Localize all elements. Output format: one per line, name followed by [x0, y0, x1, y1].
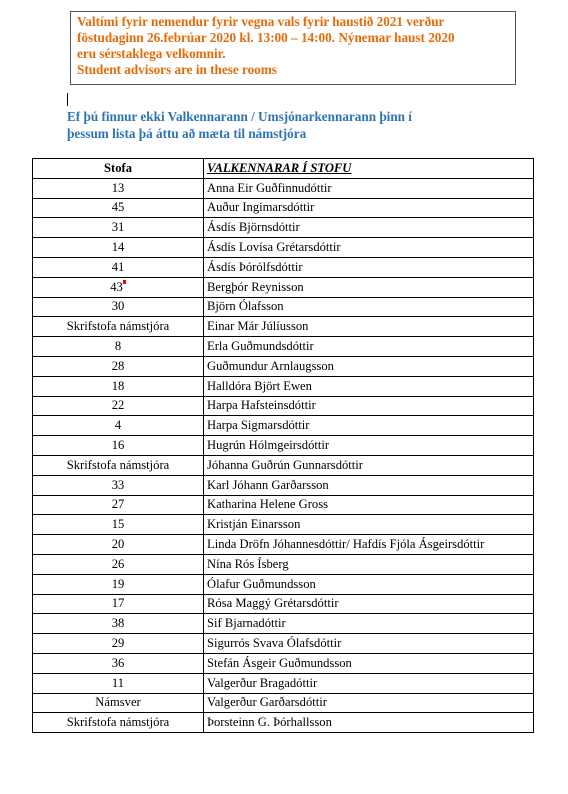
advisor-cell: Ásdís Þórólfsdóttir: [204, 257, 534, 277]
advisor-cell: Ásdís Björnsdóttir: [204, 218, 534, 238]
room-cell: [33, 337, 204, 357]
room-value: 33: [111, 477, 125, 492]
advisor-cell: Sigurrós Svava Ólafsdóttir: [204, 634, 534, 654]
advisor-not-found-note: [67, 108, 487, 142]
room-cell: [33, 178, 204, 198]
room-cell: [33, 218, 204, 238]
advisor-cell: Harpa Hafsteinsdóttir: [204, 396, 534, 416]
room-cell: [33, 594, 204, 614]
notice-box: [70, 11, 516, 85]
advisor-cell: Karl Jóhann Garðarsson: [204, 475, 534, 495]
room-value: 27: [111, 497, 125, 512]
room-cell: [33, 238, 204, 258]
room-value: Námsver: [95, 695, 141, 710]
table-row: [33, 198, 534, 218]
table-row: [33, 257, 534, 277]
table-row: [33, 653, 534, 673]
room-value: 26: [111, 556, 125, 571]
advisor-cell: Nína Rós Ísberg: [204, 554, 534, 574]
advisor-cell: Ásdís Lovísa Grétarsdóttir: [204, 238, 534, 258]
comment-marker-icon: [123, 280, 126, 284]
table-row: [33, 277, 534, 297]
room-cell: [33, 535, 204, 555]
room-cell: [33, 257, 204, 277]
table-row: [33, 495, 534, 515]
room-value: Skrifstofa námstjóra: [66, 457, 170, 472]
note-line: þessum lista þá áttu að mæta til námstjóra: [67, 126, 307, 141]
advisor-cell: Valgerður Garðarsdóttir: [204, 693, 534, 713]
room-cell: [33, 277, 204, 297]
advisor-cell: Bergþór Reynisson: [204, 277, 534, 297]
table-row: [33, 178, 534, 198]
room-cell: [33, 554, 204, 574]
room-value: 38: [111, 616, 125, 631]
text-cursor: [67, 93, 68, 106]
room-cell: [33, 376, 204, 396]
table-row: [33, 297, 534, 317]
table-row: [33, 436, 534, 456]
table-row: [33, 693, 534, 713]
advisor-cell: Björn Ólafsson: [204, 297, 534, 317]
advisor-cell: Anna Eir Guðfinnudóttir: [204, 178, 534, 198]
table-row: [33, 634, 534, 654]
advisor-cell: Kristján Einarsson: [204, 515, 534, 535]
room-value: 43: [110, 279, 123, 294]
table-row: [33, 317, 534, 337]
table-row: [33, 455, 534, 475]
table-row: [33, 475, 534, 495]
room-value: 8: [114, 339, 122, 354]
room-value: Skrifstofa námstjóra: [66, 319, 170, 334]
table-body: [33, 178, 534, 732]
note-line: Ef þú finnur ekki Valkennarann / Umsjónarkennarann þinn í: [67, 109, 412, 124]
advisor-cell: Stefán Ásgeir Guðmundsson: [204, 653, 534, 673]
room-value: 16: [111, 438, 125, 453]
advisor-cell: Sif Bjarnadóttir: [204, 614, 534, 634]
room-cell: [33, 574, 204, 594]
room-cell: [33, 356, 204, 376]
room-cell: [33, 495, 204, 515]
room-value: 11: [111, 675, 125, 690]
room-value: 13: [111, 180, 125, 195]
room-value: 31: [111, 220, 125, 235]
table-row: [33, 673, 534, 693]
advisor-cell: Þorsteinn G. Þórhallsson: [204, 713, 534, 733]
advisor-cell: Halldóra Björt Ewen: [204, 376, 534, 396]
room-value: 20: [111, 537, 125, 552]
room-value: 18: [111, 378, 125, 393]
advisor-cell: Guðmundur Arnlaugsson: [204, 356, 534, 376]
table-row: [33, 337, 534, 357]
table-row: [33, 594, 534, 614]
room-value: 22: [111, 398, 125, 413]
advisor-cell: Einar Már Júlíusson: [204, 317, 534, 337]
notice-line-english: Student advisors are in these rooms: [77, 62, 277, 77]
room-cell: [33, 297, 204, 317]
advisor-cell: Linda Dröfn Jóhannesdóttir/ Hafdís Fjóla Ásgeirsdóttir: [204, 535, 534, 555]
room-cell: [33, 317, 204, 337]
table-header-row: [33, 159, 534, 179]
advisor-cell: Hugrún Hólmgeirsdóttir: [204, 436, 534, 456]
room-cell: [33, 713, 204, 733]
advisor-cell: Jóhanna Guðrún Gunnarsdóttir: [204, 455, 534, 475]
room-value: 30: [111, 299, 125, 314]
notice-line: Valtími fyrir nemendur fyrir vegna vals fyrir haustið 2021 verður: [77, 14, 445, 29]
room-cell: [33, 396, 204, 416]
table-row: [33, 515, 534, 535]
room-value: 29: [111, 636, 125, 651]
table-row: [33, 218, 534, 238]
room-value: 28: [111, 358, 125, 373]
table-row: [33, 376, 534, 396]
advisor-cell: Valgerður Bragadóttir: [204, 673, 534, 693]
room-column-header: Stofa: [33, 159, 204, 179]
table-row: [33, 535, 534, 555]
room-cell: [33, 693, 204, 713]
table-row: [33, 238, 534, 258]
notice-line: eru sérstaklega velkomnir.: [77, 46, 226, 61]
room-cell: [33, 198, 204, 218]
advisor-room-table: [32, 158, 534, 733]
table-row: [33, 416, 534, 436]
table-row: [33, 713, 534, 733]
room-value: 14: [111, 240, 125, 255]
table-row: [33, 614, 534, 634]
table-row: [33, 356, 534, 376]
table-row: [33, 554, 534, 574]
room-cell: [33, 673, 204, 693]
advisor-cell: Katharina Helene Gross: [204, 495, 534, 515]
room-value: 41: [111, 259, 125, 274]
room-value: 4: [114, 418, 122, 433]
room-cell: [33, 436, 204, 456]
room-cell: [33, 634, 204, 654]
room-value: 17: [111, 596, 125, 611]
room-cell: [33, 653, 204, 673]
room-value: 15: [111, 517, 125, 532]
table-row: [33, 396, 534, 416]
room-cell: [33, 416, 204, 436]
table-row: [33, 574, 534, 594]
notice-line: föstudaginn 26.febrúar 2020 kl. 13:00 – 14:00. Nýnemar haust 2020: [77, 30, 455, 45]
room-value: 45: [111, 200, 125, 215]
room-value: 36: [111, 655, 125, 670]
room-cell: [33, 475, 204, 495]
advisor-cell: Auður Ingimarsdóttir: [204, 198, 534, 218]
advisor-cell: Harpa Sigmarsdóttir: [204, 416, 534, 436]
advisor-cell: Ólafur Guðmundsson: [204, 574, 534, 594]
room-value: Skrifstofa námstjóra: [66, 715, 170, 730]
advisor-column-header: VALKENNARAR Í STOFU: [204, 159, 534, 179]
room-value: 19: [111, 576, 125, 591]
room-cell: [33, 515, 204, 535]
advisor-cell: Rósa Maggý Grétarsdóttir: [204, 594, 534, 614]
room-cell: [33, 455, 204, 475]
advisor-cell: Erla Guðmundsdóttir: [204, 337, 534, 357]
room-cell: [33, 614, 204, 634]
